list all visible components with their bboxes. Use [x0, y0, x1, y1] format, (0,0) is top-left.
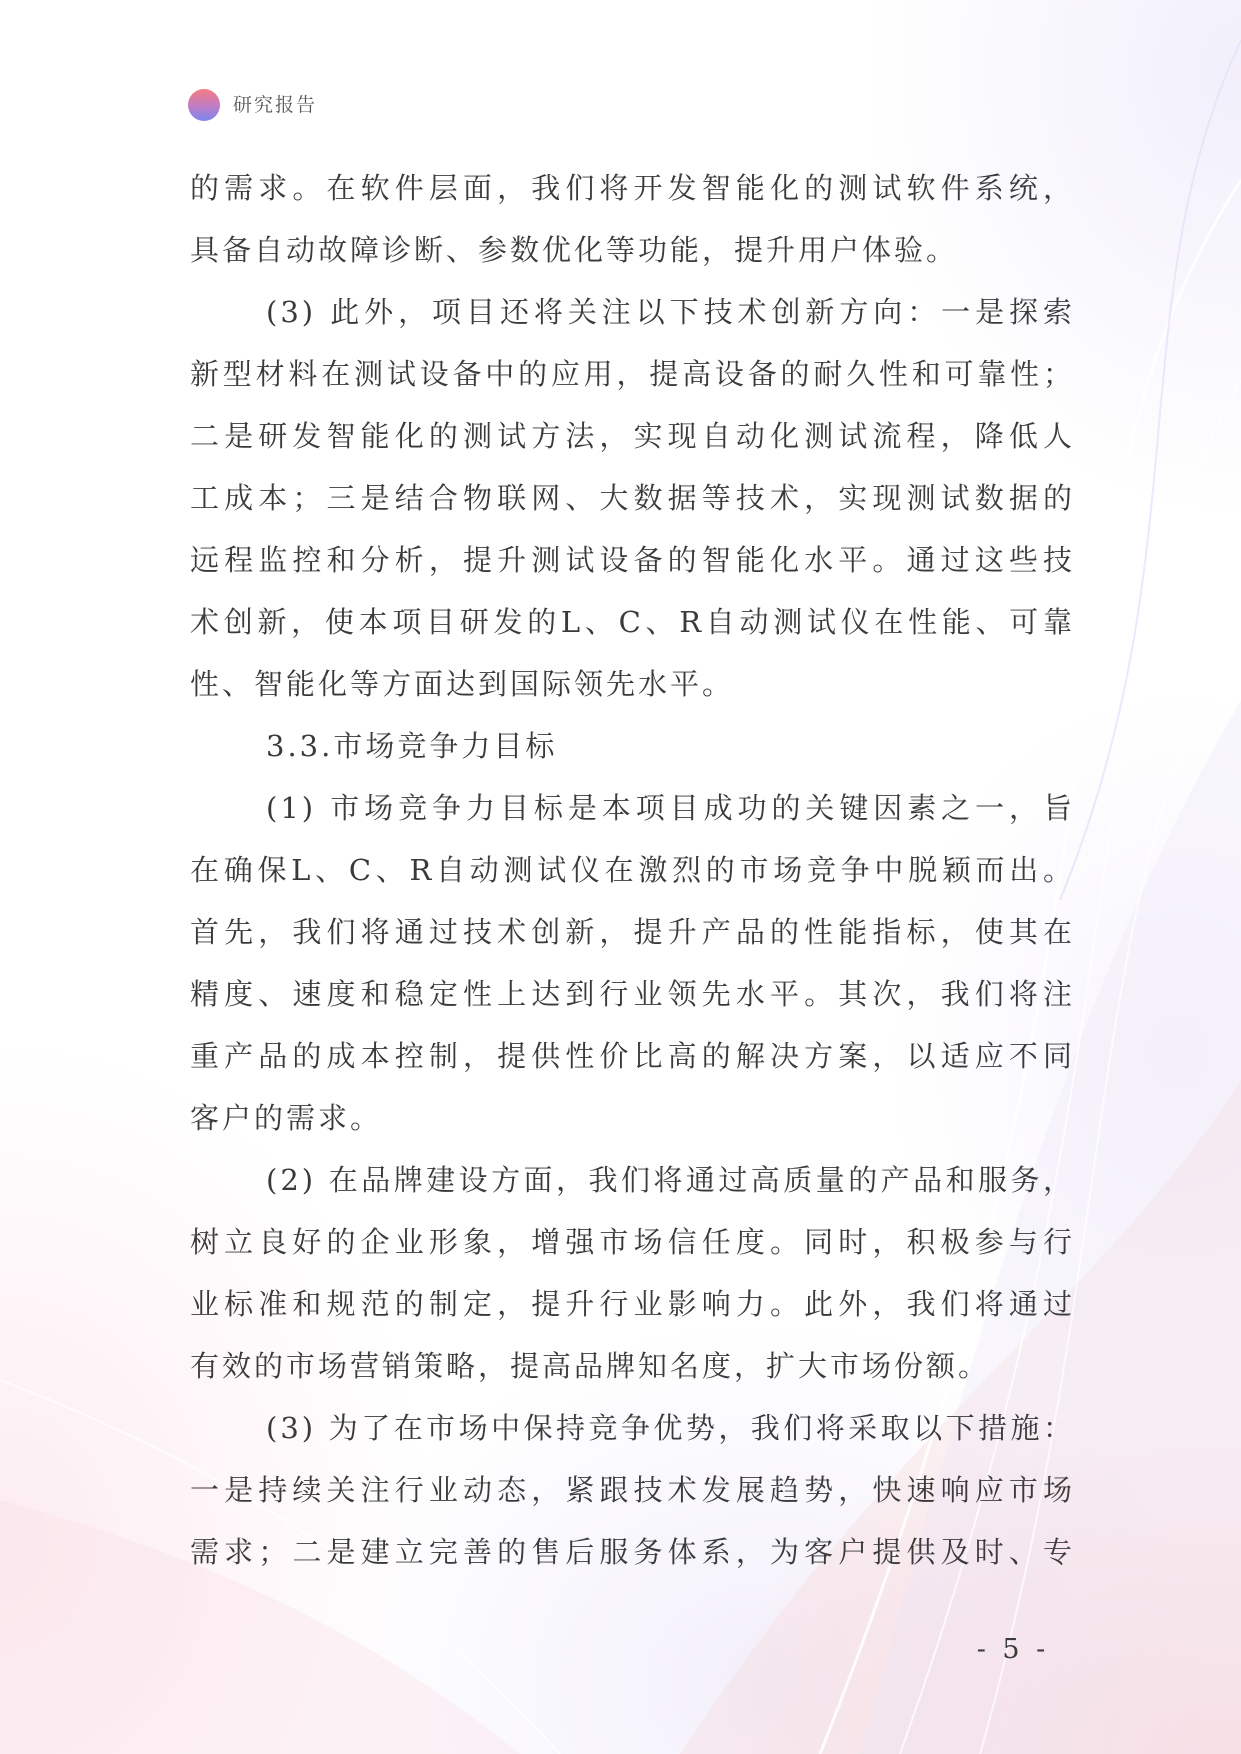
- text-line: 的需求。在软件层面，我们将开发智能化的测试软件系统，: [190, 171, 1075, 205]
- text-line: 工成本；三是结合物联网、大数据等技术，实现测试数据的: [190, 481, 1075, 515]
- text-line: 精度、速度和稳定性上达到行业领先水平。其次，我们将注: [190, 977, 1075, 1011]
- text-line: 具备自动故障诊断、参数优化等功能，提升用户体验。: [190, 233, 959, 267]
- text-line: 远程监控和分析，提升测试设备的智能化水平。通过这些技: [190, 543, 1075, 577]
- text-line: (2) 在品牌建设方面，我们将通过高质量的产品和服务，: [266, 1163, 1075, 1197]
- section-heading: [190, 715, 1075, 777]
- text-line: 二是研发智能化的测试方法，实现自动化测试流程，降低人: [190, 419, 1075, 453]
- text-line: 首先，我们将通过技术创新，提升产品的性能指标，使其在: [190, 915, 1075, 949]
- text-line: 重产品的成本控制，提供性价比高的解决方案，以适应不同: [190, 1039, 1075, 1073]
- paragraph: [190, 157, 1075, 281]
- text-line: 业标准和规范的制定，提升行业影响力。此外，我们将通过: [190, 1287, 1075, 1321]
- text-line: (1) 市场竞争力目标是本项目成功的关键因素之一，旨: [266, 791, 1075, 825]
- text-line: (3) 为了在市场中保持竞争优势，我们将采取以下措施：: [266, 1411, 1075, 1445]
- paragraph: [190, 1149, 1075, 1397]
- gradient-circle-logo-icon: [188, 89, 220, 121]
- header-title: 研究报告: [233, 94, 318, 116]
- text-line: 需求；二是建立完善的售后服务体系，为客户提供及时、专: [190, 1535, 1075, 1569]
- text-line: 术创新，使本项目研发的L、C、R自动测试仪在性能、可靠: [190, 605, 1075, 639]
- text-line: 在确保L、C、R自动测试仪在激烈的市场竞争中脱颖而出。: [190, 853, 1075, 887]
- text-line: 性、智能化等方面达到国际领先水平。: [190, 667, 735, 701]
- page-number: - 5 -: [976, 1634, 1050, 1665]
- paragraph: [190, 777, 1075, 1149]
- section-heading-text: 3.3.市场竞争力目标: [266, 729, 558, 763]
- paragraph: [190, 281, 1075, 715]
- report-header: [188, 88, 317, 122]
- text-line: 新型材料在测试设备中的应用，提高设备的耐久性和可靠性；: [190, 357, 1075, 391]
- text-line: 树立良好的企业形象，增强市场信任度。同时，积极参与行: [190, 1225, 1075, 1259]
- text-line: 有效的市场营销策略，提高品牌知名度，扩大市场份额。: [190, 1349, 991, 1383]
- text-line: 客户的需求。: [190, 1101, 383, 1135]
- paragraph: [190, 1397, 1075, 1583]
- document-body: [190, 157, 1075, 1583]
- text-line: 一是持续关注行业动态，紧跟技术发展趋势，快速响应市场: [190, 1473, 1075, 1507]
- text-line: (3) 此外，项目还将关注以下技术创新方向：一是探索: [266, 295, 1075, 329]
